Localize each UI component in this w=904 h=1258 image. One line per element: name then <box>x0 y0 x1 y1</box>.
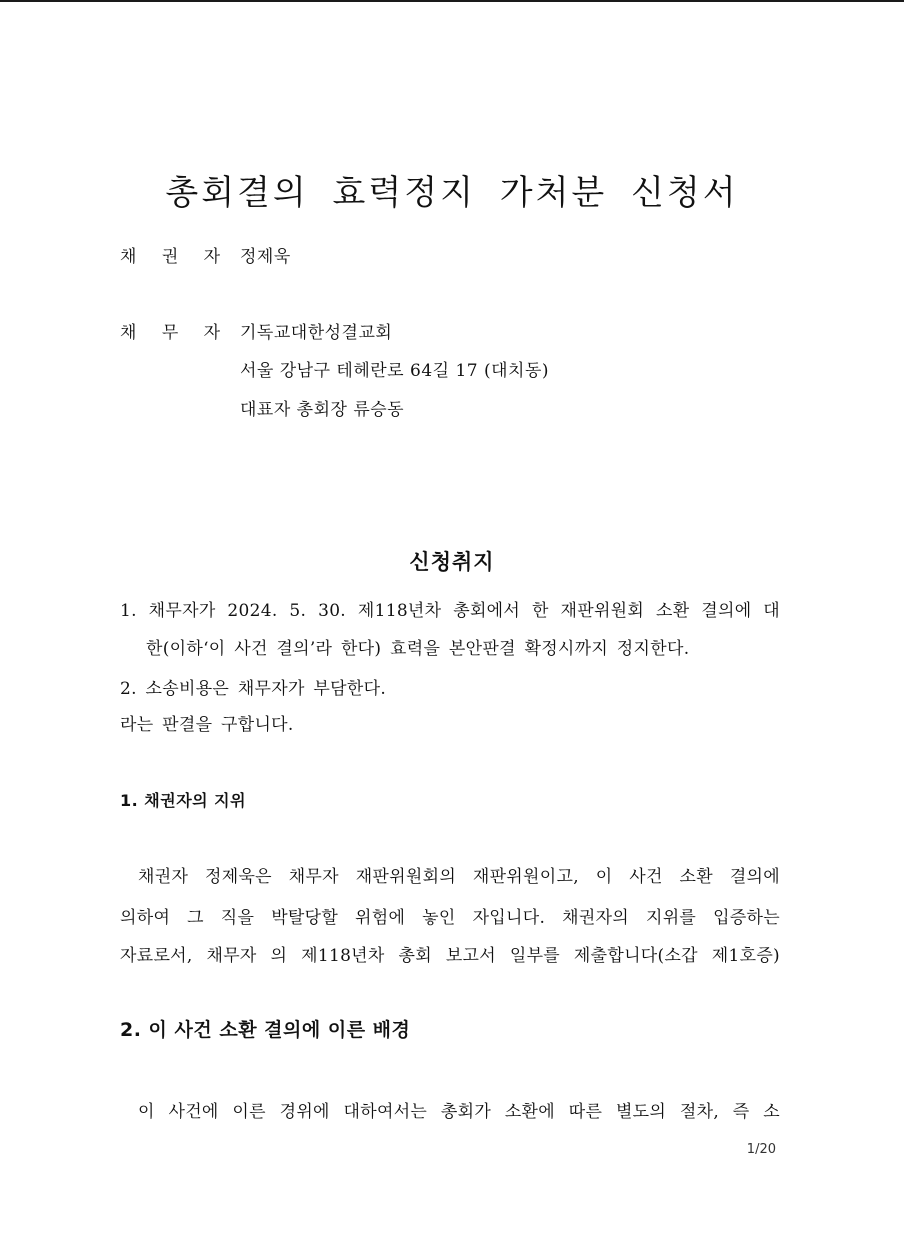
debtor-label: 채 무 자 <box>120 323 231 343</box>
purpose-heading: 신청취지 <box>409 550 495 574</box>
document-title: 총회결의 효력정지 가처분 신청서 <box>165 173 739 213</box>
debtor-address: 서울 강남구 테헤란로 64길 17 (대치동) <box>240 361 550 381</box>
debtor-name: 기독교대한성결교회 <box>240 323 393 343</box>
creditor-name: 정제욱 <box>240 247 291 267</box>
creditor-label: 채 권 자 <box>120 247 231 267</box>
page-number: 1/20 <box>746 1142 776 1157</box>
purpose-closing: 라는 판결을 구합니다. <box>120 715 294 735</box>
section-2-heading: 2. 이 사건 소환 결의에 이른 배경 <box>120 1019 411 1041</box>
page-top-border <box>0 0 904 2</box>
section-1-line-1: 채권자 정제욱은 채무자 재판위원회의 재판위원이고, 이 사건 소환 결의에 <box>138 867 780 887</box>
section-1-line-2: 의하여 그 직을 박탈당할 위험에 놓인 자입니다. 채권자의 지위를 입증하는 <box>120 908 780 928</box>
section-1-line-3: 자료로서, 채무자 의 제118년차 총회 보고서 일부를 제출합니다(소갑 제1호증) <box>120 946 780 966</box>
debtor-representative: 대표자 총회장 류승동 <box>240 400 405 420</box>
purpose-item-2: 2. 소송비용은 채무자가 부담한다. <box>120 679 387 699</box>
purpose-item-1-line-1: 1. 채무자가 2024. 5. 30. 제118년차 총회에서 한 재판위원회 소환 결의에 대 <box>120 601 780 621</box>
section-2-line-1: 이 사건에 이른 경위에 대하여서는 총회가 소환에 따른 별도의 절차, 즉 소 <box>138 1102 780 1122</box>
purpose-item-1-line-2: 한(이하‘이 사건 결의’라 한다) 효력을 본안판결 확정시까지 정지한다. <box>146 639 690 659</box>
section-1-heading: 1. 채권자의 지위 <box>120 791 247 810</box>
